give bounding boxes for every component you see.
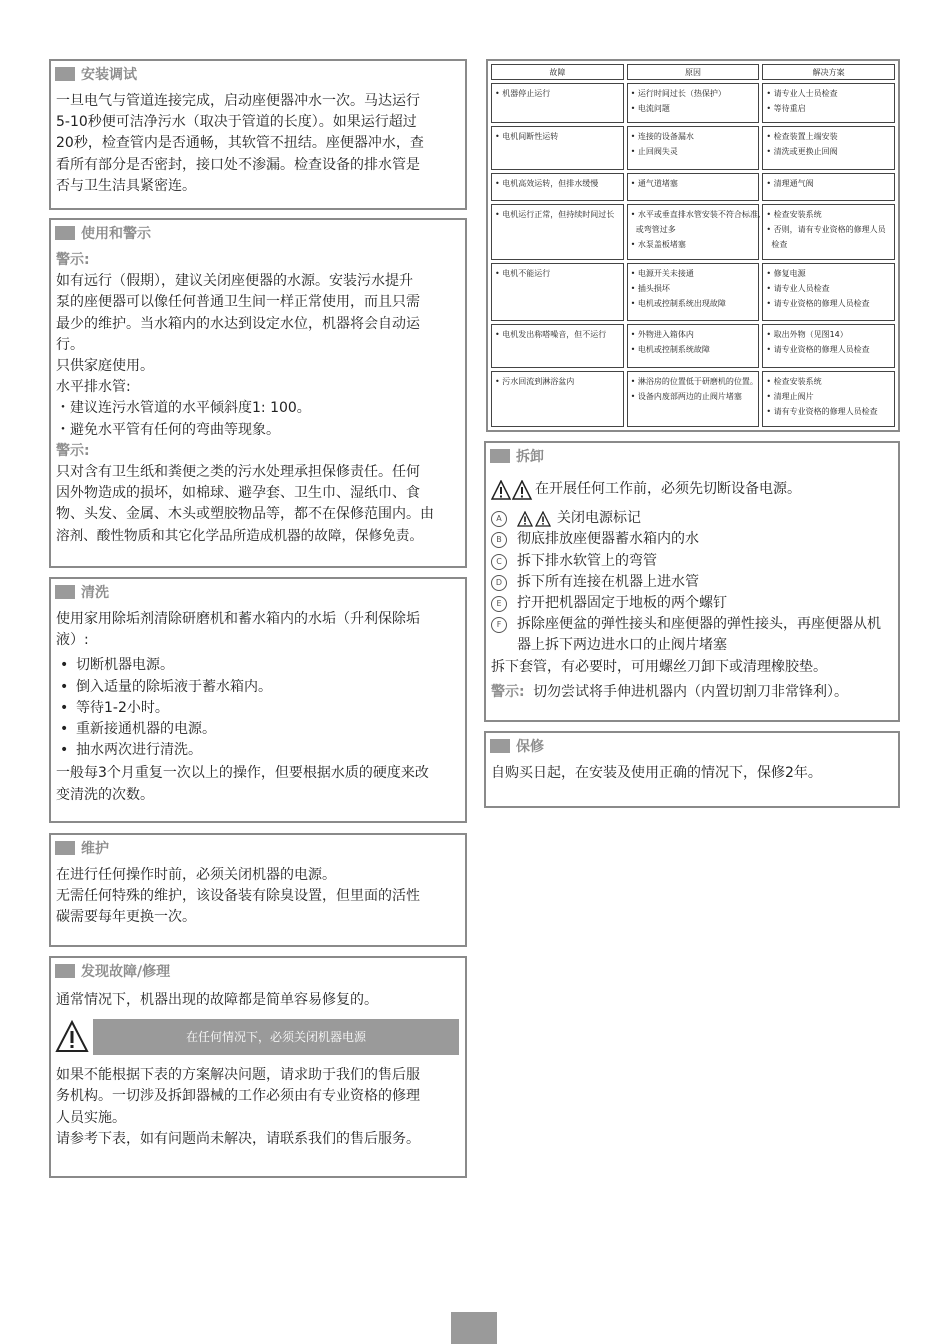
disassemble-text — [486, 477, 898, 703]
list-item: • 切断机器电源。 — [56, 655, 461, 676]
cell-line: • 电机或控制系统故障 — [630, 345, 710, 354]
repair-section — [49, 956, 467, 1178]
cell-line: • 水泵盖板堵塞 — [630, 240, 686, 249]
step-letter-icon: A — [491, 511, 507, 527]
cell-line: • 电机不能运行 — [495, 269, 551, 278]
cell-line: • 检查安装系统 — [766, 210, 822, 219]
usage-text — [51, 248, 465, 547]
table-row — [491, 83, 895, 123]
cell-line: • 通气道堵塞 — [630, 179, 678, 188]
text-line: 因外物造成的损坏，如棉球、避孕套、卫生巾、湿纸巾、食 — [56, 485, 420, 502]
fix-cell — [762, 263, 895, 321]
fault-cell — [491, 204, 624, 260]
text-line: 如有远行（假期），建议关闭座便器的水源。安装污水提升 — [56, 273, 413, 290]
warning-triangle-icon — [491, 480, 533, 500]
text-line: 无需任何特殊的维护，该设备装有除臭设置，但里面的活性 — [56, 888, 420, 905]
cell-line: • 电流问题 — [630, 104, 670, 113]
step-letter-icon: B — [491, 532, 507, 548]
section-header — [55, 960, 465, 982]
cell-line: • 插头损坏 — [630, 284, 670, 293]
cell-line: • 电源开关未接通 — [630, 269, 694, 278]
cell-line: • 检查装置上端安装 — [766, 132, 838, 141]
table-header-row — [491, 64, 895, 80]
text-line: 液）: — [56, 632, 89, 649]
list-item: • 重新接通机器的电源。 — [56, 719, 461, 740]
text-line: 通常情况下，机器出现的故障都是简单容易修复的。 — [56, 992, 378, 1008]
fix-cell — [762, 204, 895, 260]
fault-cell — [491, 173, 624, 201]
cell-line: • 请专业资格的修理人员检查 — [766, 299, 870, 308]
clean-steps-list — [56, 655, 461, 761]
step-text: 关闭电源标记 — [557, 510, 641, 527]
column-header: 故障 — [491, 64, 624, 80]
header-marker-icon — [55, 67, 75, 81]
cause-cell — [627, 324, 760, 368]
tip-line — [491, 682, 894, 703]
text-line: 只对含有卫生纸和粪便之类的污水处理承担保修责任。任何 — [56, 464, 420, 481]
cell-line: • 请专业人士员检查 — [766, 89, 838, 98]
step-text: 拧开把机器固定于地板的两个螺钉 — [517, 595, 727, 612]
text-line: 一旦电气与管道连接完成，启动座便器冲水一次。马达运行 — [56, 93, 420, 109]
header-marker-icon — [55, 841, 75, 855]
cell-line: • 电机发出称嗒噪音，但不运行 — [495, 330, 607, 339]
text-line: 5-10秒便可洁净污水（取决于管道的长度）。如果运行超过 — [56, 114, 417, 131]
warning-triangle-icon — [517, 511, 553, 527]
step-text: 拆下排水软管上的弯管 — [517, 552, 657, 569]
banner-text: 在任何情况下，必须关闭机器电源 — [93, 1019, 459, 1055]
clean-text — [51, 607, 465, 806]
disassemble-steps-list — [491, 508, 894, 656]
cell-line: • 设备内废部两边的止阀片堵塞 — [630, 392, 742, 401]
install-text — [51, 89, 465, 197]
cause-cell — [627, 173, 760, 201]
text-line: 看所有部分是否密封，接口处不渗漏。检查设备的排水管是 — [56, 156, 420, 173]
step-letter-icon: F — [491, 617, 507, 633]
fault-cell — [491, 126, 624, 170]
section-header — [490, 445, 898, 467]
list-item — [491, 572, 894, 593]
text-line: 20秒，检查管内是否通畅，其软管不扭结。座便器冲水，查 — [56, 135, 424, 152]
column-header: 原因 — [627, 64, 760, 80]
section-header — [55, 63, 465, 85]
table-row — [491, 324, 895, 368]
warning-triangle-icon — [55, 1020, 89, 1054]
list-item — [491, 529, 894, 550]
disassemble-section — [484, 441, 900, 722]
text-line: 最少的维护。当水箱内的水达到设定水位，机器将会自动运 — [56, 315, 420, 332]
cause-cell — [627, 204, 760, 260]
step-text: 彻底排放座便器蓄水箱内的水 — [517, 531, 699, 548]
cell-line: • 运行时间过长（热保护） — [630, 89, 726, 98]
cell-line: • 取出外物（见图14） — [766, 330, 848, 339]
section-title: 保修 — [516, 739, 544, 755]
cell-line: • 外物进入箱体内 — [630, 330, 694, 339]
power-warning-banner — [55, 1019, 465, 1055]
cell-line: • 电机间断性运转 — [495, 132, 559, 141]
warning-label: 警示: — [56, 252, 90, 268]
cause-cell — [627, 126, 760, 170]
bullet-line: ・建议连污水管道的水平倾斜度1: 100。 — [56, 400, 311, 417]
fault-cell — [491, 371, 624, 427]
usage-section — [49, 218, 467, 568]
section-header — [55, 581, 465, 603]
header-marker-icon — [55, 585, 75, 599]
section-title: 清洗 — [81, 585, 109, 601]
maintain-text — [51, 863, 465, 929]
text-line: 一般每3个月重复一次以上的操作，但要根据水质的硬度来改 — [56, 765, 429, 782]
cause-cell — [627, 83, 760, 123]
text-line: 水平排水管: — [56, 379, 131, 396]
cell-line: • 请有专业资格的修理人员检查 — [766, 407, 878, 416]
column-header: 解决方案 — [762, 64, 895, 80]
list-item: • 倒入适量的除垢液于蓄水箱内。 — [56, 677, 461, 698]
text-line: 使用家用除垢剂清除研磨机和蓄水箱内的水垢（升利保除垢 — [56, 611, 420, 627]
page-number-tab — [451, 1312, 497, 1344]
text-line: 物、头发、金属、木头或塑胶物品等，都不在保修范围内。由 — [56, 506, 434, 523]
header-marker-icon — [55, 226, 75, 240]
section-header — [490, 735, 898, 757]
text-line: 务机构。一切涉及拆卸器械的工作必须由有专业资格的修理 — [56, 1088, 420, 1105]
repair-text — [51, 988, 465, 1011]
cell-line: • 电机运行正常，但持续时间过长 — [495, 210, 615, 219]
step-text: 拆除座便盆的弹性接头和座便器的弹性接头，再座便器从机器上拆下两边进水口的止阀片堵塞 — [517, 616, 881, 654]
fix-cell — [762, 173, 895, 201]
cell-line: 或弯管过多 — [630, 225, 676, 234]
header-marker-icon — [490, 739, 510, 753]
tip-text: 切勿尝试将手伸进机器内（内置切割刀非常锋利）。 — [533, 683, 849, 700]
fault-cell — [491, 263, 624, 321]
fault-cell — [491, 324, 624, 368]
section-header — [55, 837, 465, 859]
step-letter-icon: C — [491, 554, 507, 570]
warranty-text: 自购买日起，在安装及使用正确的情况下，保修2年。 — [491, 765, 822, 781]
text-line: 溶剂、酸性物质和其它化学品所造成机器的故障，保修免责。 — [56, 527, 424, 544]
text-line: 行。 — [56, 336, 84, 353]
table-row — [491, 204, 895, 260]
cell-line: • 等待重启 — [766, 104, 806, 113]
repair-more-text — [51, 1063, 465, 1150]
cell-line: • 机器停止运行 — [495, 89, 551, 98]
cell-line: • 水平或垂直排水管安装不符合标准, — [630, 210, 761, 219]
text-line: 在进行任何操作时前，必须关闭机器的电源。 — [56, 867, 336, 883]
power-off-warning — [491, 479, 894, 500]
install-section — [49, 59, 467, 210]
text-line: 请参考下表，如有问题尚未解决，请联系我们的售后服务。 — [56, 1130, 420, 1147]
cell-line: • 止回阀失灵 — [630, 147, 678, 156]
fault-cell — [491, 83, 624, 123]
warning-label: 警示: — [56, 442, 90, 459]
list-item: • 抽水两次进行清洗。 — [56, 740, 461, 761]
list-item: • 等待1-2小时。 — [56, 698, 461, 719]
section-title: 发现故障/修理 — [81, 964, 171, 980]
cell-line: 检查 — [766, 240, 788, 249]
step-letter-icon: E — [491, 596, 507, 612]
text-line: 变清洗的次数。 — [56, 786, 154, 803]
table-row — [491, 126, 895, 170]
cell-line: • 清洗或更换止回阀 — [766, 147, 838, 156]
text-line: 碳需要每年更换一次。 — [56, 909, 196, 926]
step-text: 拆下所有连接在机器上进水管 — [517, 573, 699, 590]
warning-text: 在开展任何工作前，必须先切断设备电源。 — [535, 481, 801, 497]
fault-table — [488, 61, 898, 430]
list-item — [491, 614, 894, 656]
cell-line: • 修复电源 — [766, 269, 806, 278]
text-line: 如果不能根据下表的方案解决问题，请求助于我们的售后服 — [56, 1067, 420, 1084]
fault-table-section — [486, 59, 900, 432]
maintain-section — [49, 833, 467, 947]
fault-table-body — [491, 83, 895, 427]
table-row — [491, 173, 895, 201]
header-marker-icon — [55, 964, 75, 978]
cell-line: • 请专业资格的修理人员检查 — [766, 345, 870, 354]
warranty-section — [484, 731, 900, 808]
clean-section — [49, 577, 467, 823]
list-item — [491, 508, 894, 529]
cause-cell — [627, 263, 760, 321]
cell-line: • 清理通气阀 — [766, 179, 814, 188]
cell-line: • 否则，请有专业资格的修理人员 — [766, 225, 886, 234]
fix-cell — [762, 371, 895, 427]
text-line: 人员实施。 — [56, 1109, 126, 1126]
warranty-text-block — [486, 761, 898, 784]
table-row — [491, 263, 895, 321]
cause-cell — [627, 371, 760, 427]
bullet-line: ・避免水平管有任何的弯曲等现象。 — [56, 421, 280, 438]
cell-line: • 电机或控制系统出现故障 — [630, 299, 726, 308]
list-item — [491, 551, 894, 572]
cell-line: • 连接的设备漏水 — [630, 132, 694, 141]
fix-cell — [762, 126, 895, 170]
cell-line: • 污水回流到淋浴盆内 — [495, 377, 575, 386]
section-header — [55, 222, 465, 244]
list-item — [491, 593, 894, 614]
tip-label: 警示: — [491, 683, 525, 700]
text-line: 否与卫生洁具紧密连。 — [56, 177, 196, 194]
cell-line: • 电机高效运转，但排水缓慢 — [495, 179, 599, 188]
fix-cell — [762, 324, 895, 368]
section-title: 维护 — [81, 841, 109, 857]
cell-line: • 检查安装系统 — [766, 377, 822, 386]
cell-line: • 淋浴房的位置低于研磨机的位置。 — [630, 377, 758, 386]
section-title: 拆卸 — [516, 449, 544, 465]
cell-line: • 请专业人员检查 — [766, 284, 830, 293]
text-line: 只供家庭使用。 — [56, 358, 154, 375]
step-letter-icon: D — [491, 575, 507, 591]
section-title: 使用和警示 — [81, 226, 151, 242]
table-row — [491, 371, 895, 427]
section-title: 安装调试 — [81, 67, 137, 83]
cell-line: • 清理止阀片 — [766, 392, 814, 401]
text-line: 泵的座便器可以像任何普通卫生间一样正常使用，而且只需 — [56, 294, 420, 311]
header-marker-icon — [490, 449, 510, 463]
fix-cell — [762, 83, 895, 123]
text-line: 拆下套管，有必要时，可用螺丝刀卸下或清理橡胶垫。 — [491, 658, 827, 675]
